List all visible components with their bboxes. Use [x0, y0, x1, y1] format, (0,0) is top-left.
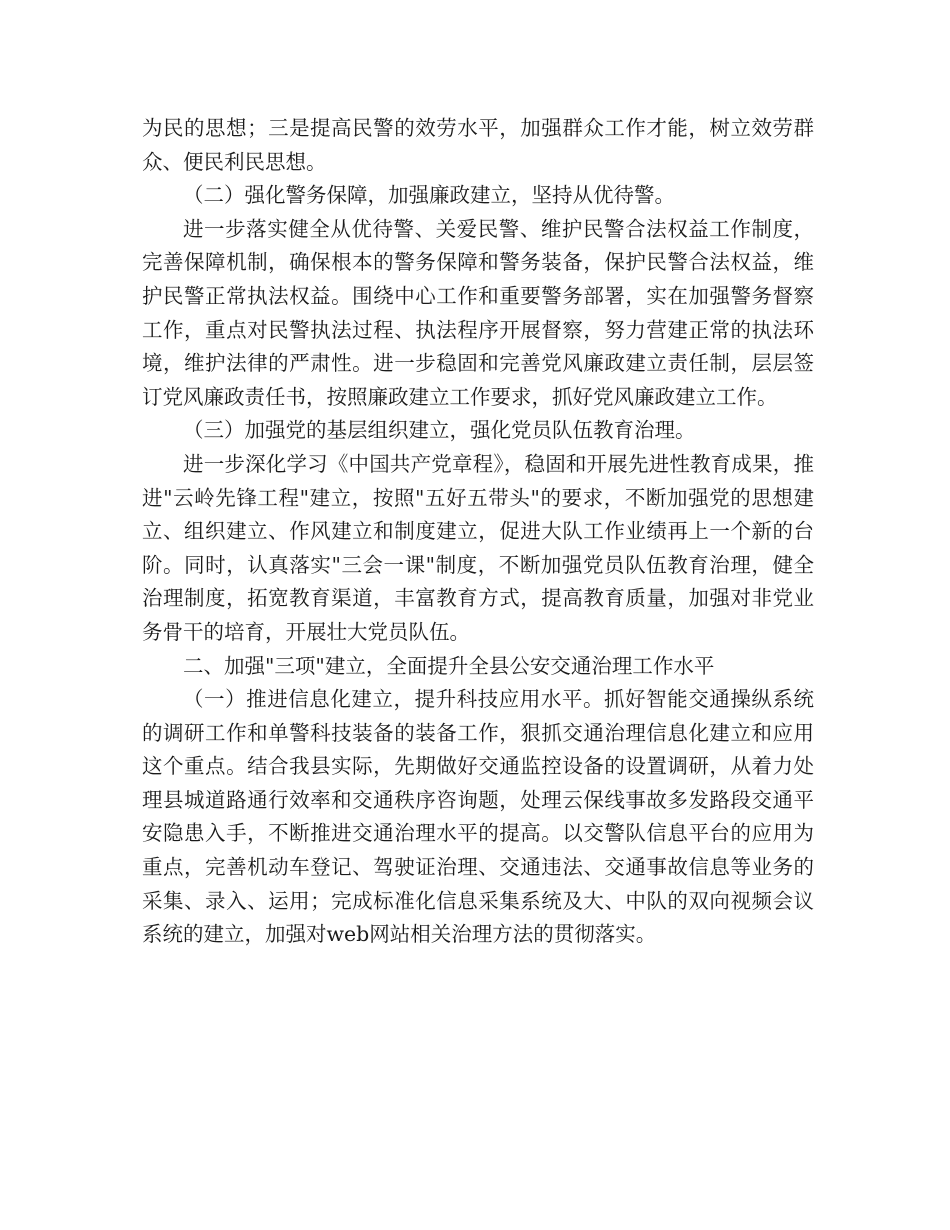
section-heading-3: （三）加强党的基层组织建立，强化党员队伍教育治理。 [183, 418, 696, 443]
section-heading-2: （二）强化警务保障，加强廉政建立，坚持从优待警。 [183, 183, 675, 208]
chapter-heading-2: 二、加强"三项"建立，全面提升全县公安交通治理工作水平 [183, 653, 715, 678]
document-body [142, 112, 814, 952]
paragraph-informatization: （一）推进信息化建立，提升科技应用水平。抓好智能交通操纵系统的调研工作和单警科技装备的装备工作，狠抓交通治理信息化建立和应用这个重点。结合我县实际，先期做好交通监控设备的设置调研，从着力处理县城道路通行效率和交通秩序咨询题，处理云保线事故多发路段交通平安隐患入手，不断推进交通治理水平的提高。以交警队信息平台的应用为重点，完善机动车登记、驾驶证治理、交通违法、交通事故信息等业务的采集、录入、运用；完成标准化信息采集系统及大、中队的双向视频会议系统的建立，加强对web网站相关治理方法的贯彻落实。 [142, 687, 814, 947]
paragraph-party-building: 进一步深化学习《中国共产党章程》，稳固和开展先进性教育成果，推进"云岭先锋工程"建立，按照"五好五带头"的要求，不断加强党的思想建立、组织建立、作风建立和制度建立，促进大队工作业绩再上一个新的台阶。同时，认真落实"三会一课"制度，不断加强党员队伍教育治理，健全治理制度，拓宽教育渠道，丰富教育方式，提高教育质量，加强对非党业务骨干的培育，开展壮大党员队伍。 [142, 451, 814, 644]
paragraph-police-support: 进一步落实健全从优待警、关爱民警、维护民警合法权益工作制度，完善保障机制，确保根本的警务保障和警务装备，保护民警合法权益，维护民警正常执法权益。围绕中心工作和重要警务部署，实在加强警务督察工作，重点对民警执法过程、执法程序开展督察，努力营建正常的执法环境，维护法律的严肃性。进一步稳固和完善党风廉政建立责任制，层层签订党风廉政责任书，按照廉政建立工作要求，抓好党风廉政建立工作。 [142, 216, 814, 409]
paragraph-continuation: 为民的思想；三是提高民警的效劳水平，加强群众工作才能，树立效劳群众、便民利民思想。 [142, 116, 814, 174]
